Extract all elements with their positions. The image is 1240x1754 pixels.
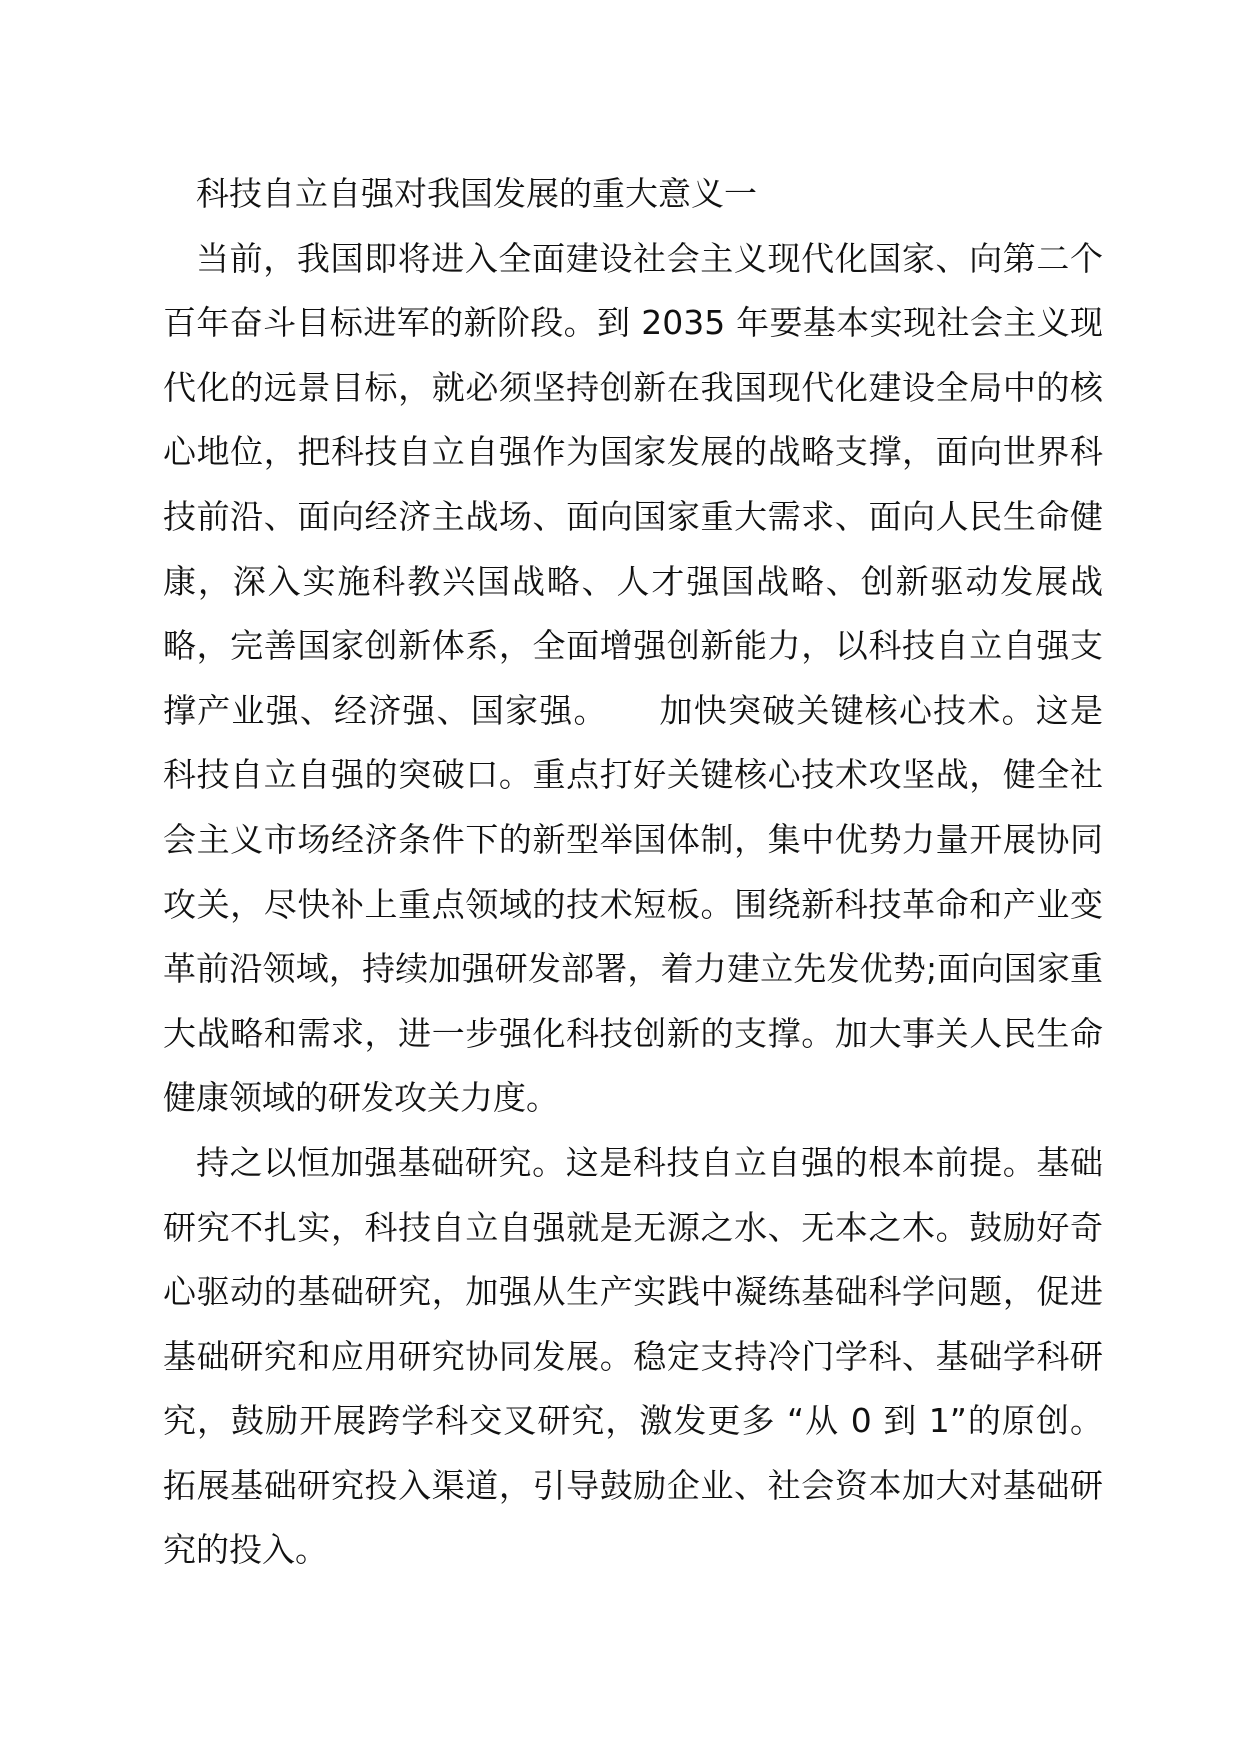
document-body (163, 162, 1103, 1583)
document-title: 科技自立自强对我国发展的重大意义一 (196, 174, 757, 213)
paragraph-1: 当前，我国即将进入全面建设社会主义现代化国家、向第二个百年奋斗目标进军的新阶段。到 2035 年要基本实现社会主义现代化的远景目标，就必须坚持创新在我国现代化建设全局中的核心地位，把科技自立自强作为国家发展的战略支撑，面向世界科技前沿、面向经济主战场、面向国家重大需求、面向人民生命健康，深入实施科教兴国战略、人才强国战略、创新驱动发展战略，完善国家创新体系，全面增强创新能力，以科技自立自强支撑产业强、经济强、国家强。 加快突破关键核心技术。这是科技自立自强的突破口。重点打好关键核心技术攻坚战，健全社会主义市场经济条件下的新型举国体制，集中优势力量开展协同攻关，尽快补上重点领域的技术短板。围绕新科技革命和产业变革前沿领域，持续加强研发部署，着力建立先发优势;面向国家重大战略和需求，进一步强化科技创新的支撑。加大事关人民生命健康领域的研发攻关力度。 (163, 238, 1103, 1118)
paragraph-2: 持之以恒加强基础研究。这是科技自立自强的根本前提。基础研究不扎实，科技自立自强就是无源之水、无本之木。鼓励好奇心驱动的基础研究，加强从生产实践中凝练基础科学问题，促进基础研究和应用研究协同发展。稳定支持冷门学科、基础学科研究，鼓励开展跨学科交叉研究，激发更多 “从 0 到 1”的原创。拓展基础研究投入渠道，引导鼓励企业、社会资本加大对基础研究的投入。 (163, 1142, 1103, 1570)
